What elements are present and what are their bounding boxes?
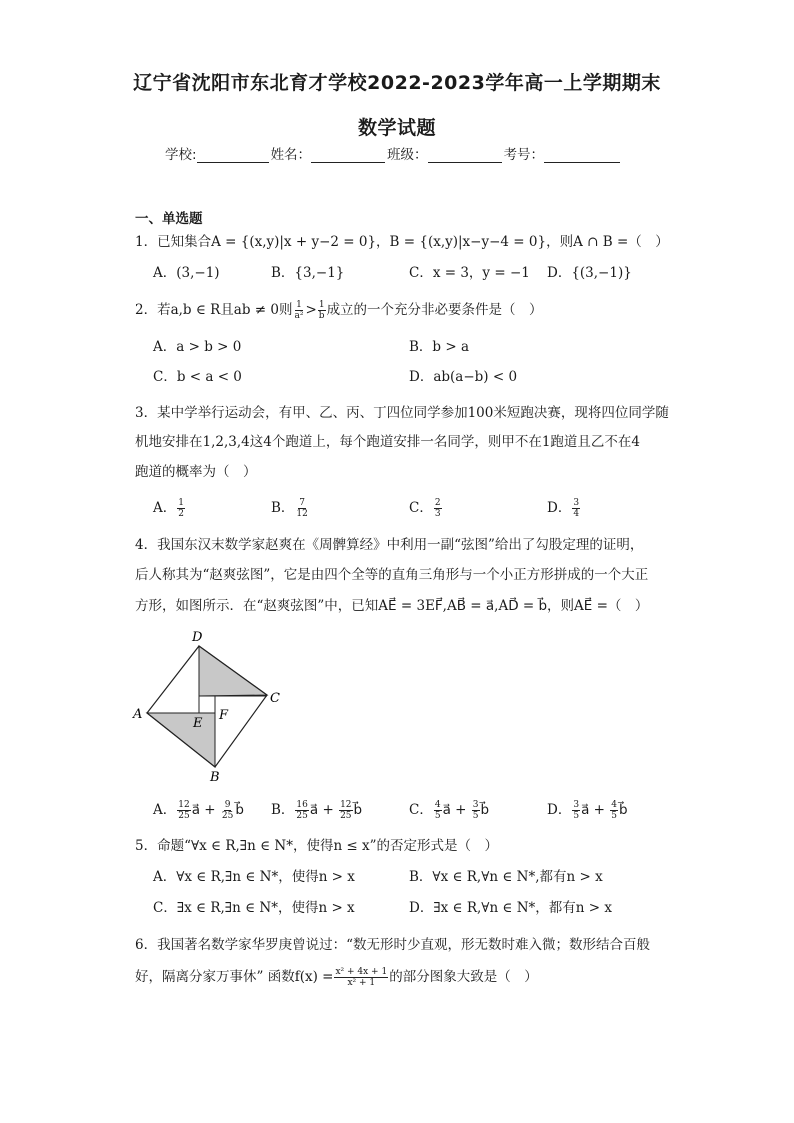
q4-line-2: 后人称其为“赵爽弦图”，它是由四个全等的直角三角形与一个小正方形拼成的一个大正 [135, 567, 649, 583]
q4-c-frac2 [472, 800, 480, 821]
q4-a-v1: a⃗ [191, 802, 200, 818]
q4-a-frac1 [177, 800, 190, 821]
q4-b-n1: 16 [296, 800, 308, 810]
q3-c-den: 3 [434, 509, 441, 519]
label-f: F [219, 708, 229, 723]
q6-line-2 [135, 967, 538, 988]
q3-line-3: 跑道的概率为（ ） [135, 464, 257, 480]
q6-line-1: 6．我国著名数学家华罗庚曾说过：“数无形时少直观，形无数时难入微；数形结合百般 [135, 937, 650, 953]
q5-option-d[interactable]: D．∃x ∈ R,∀n ∈ N*，都有n > x [409, 900, 612, 916]
q4-a-n1: 12 [178, 800, 190, 810]
q1-option-d[interactable]: D．{(3,−1)} [547, 265, 632, 281]
q5-stem: 5．命题“∀x ∈ R,∃n ∈ N*，使得n ≤ x”的否定形式是（ ） [135, 838, 499, 854]
q3-option-b-frac [295, 498, 308, 519]
q4-d-n1: 3 [573, 800, 580, 810]
q3-a-den: 2 [178, 509, 184, 519]
q3-option-c-label: C． [409, 500, 433, 516]
q4-c-v2: b⃗ [480, 802, 490, 818]
q4-c-d2: 5 [472, 811, 479, 821]
q3-option-c-frac [434, 498, 442, 519]
q2-fraction-2 [318, 300, 326, 321]
q4-b-op: + [322, 802, 334, 818]
q3-option-d-frac [572, 498, 580, 519]
q2-option-b[interactable]: B．b > a [409, 339, 470, 355]
title-line-2: 数学试题 [357, 117, 436, 139]
q1-option-c[interactable]: C．x = 3，y = −1 [409, 265, 530, 281]
q4-c-frac1 [434, 800, 442, 821]
q2-option-a[interactable]: A．a > b > 0 [153, 339, 242, 355]
q4-a-v2: b⃗ [235, 802, 244, 818]
label-e: E [193, 716, 203, 731]
q4-d-v1: a⃗ [581, 802, 590, 818]
q2-option-d[interactable]: D．ab(a−b) < 0 [409, 369, 518, 385]
exam-number-blank[interactable] [544, 148, 620, 163]
student-info-row [165, 143, 622, 163]
q3-c-num: 2 [434, 498, 441, 508]
q3-d-den: 4 [573, 509, 580, 519]
q2-frac2-den: b [318, 311, 325, 321]
q2-prefix: 2．若a,b ∈ R且ab ≠ 0则 [135, 302, 293, 318]
q2-frac2-num: 1 [318, 300, 325, 310]
q3-b-num: 7 [299, 498, 306, 508]
q6-fraction [334, 967, 388, 988]
q3-option-d-label: D． [547, 500, 572, 516]
q1-stem: 1．已知集合A = {(x,y)|x + y−2 = 0}，B = {(x,y)|x−y−4 = 0}，则A ∩ B =（ ） [135, 234, 669, 250]
q2-fraction-1 [294, 300, 305, 321]
q3-option-d[interactable] [547, 498, 581, 519]
label-b: B [210, 770, 220, 785]
q2-option-c[interactable]: C．b < a < 0 [153, 369, 242, 385]
q6-frac-den: x² + 1 [347, 978, 376, 988]
q4-b-v2: b⃗ [353, 802, 363, 818]
q5-option-b[interactable]: B．∀x ∈ R,∀n ∈ N*,都有n > x [409, 869, 603, 885]
q4-a-n2: 9 [224, 800, 231, 810]
q4-option-c[interactable] [409, 800, 489, 821]
q6-frac-num: x² + 4x + 1 [335, 967, 388, 977]
q4-b-frac2 [339, 800, 352, 821]
q4-c-v1: a⃗ [442, 802, 451, 818]
name-label: 姓名： [270, 147, 312, 163]
q4-c-d1: 5 [434, 811, 441, 821]
q2-frac1-num: 1 [296, 300, 302, 310]
name-blank[interactable] [311, 148, 385, 163]
q1-option-b[interactable]: B．{3,−1} [271, 265, 345, 281]
q4-a-op: + [204, 802, 216, 818]
q4-a-d1: 25 [178, 811, 190, 821]
q4-a-label: A． [153, 802, 177, 818]
q2-suffix: 成立的一个充分非必要条件是（ ） [326, 302, 543, 318]
label-d: D [192, 630, 203, 645]
q4-b-n2: 12 [340, 800, 352, 810]
q4-d-frac1 [572, 800, 580, 821]
q4-b-label: B． [271, 802, 295, 818]
class-label: 班级： [387, 147, 428, 163]
q4-b-d1: 25 [296, 811, 308, 821]
q4-b-v1: a⃗ [309, 802, 319, 818]
q3-line-1: 3．某中学举行运动会，有甲、乙、丙、丁四位同学参加100米短跑决赛，现将四位同学随 [135, 405, 669, 421]
q3-d-num: 3 [573, 498, 580, 508]
q3-line-2: 机地安排在1,2,3,4这4个跑道上，每个跑道安排一名同学，则甲不在1跑道且乙不在4 [135, 434, 640, 450]
section-heading: 一、单选题 [135, 211, 203, 227]
q2-stem [135, 300, 543, 321]
q3-option-a-label: A． [153, 500, 177, 516]
q1-option-a[interactable]: A．(3,−1) [153, 265, 220, 281]
q4-line-3: 方形，如图所示．在“赵爽弦图”中，已知AE⃗ = 3EF⃗,AB⃗ = a⃗,AD⃗ = b⃗，则AE⃗ =（ ） [135, 598, 649, 614]
q6-suffix: 的部分图象大致是（ ） [389, 969, 538, 985]
q4-option-d[interactable] [547, 800, 628, 821]
q3-option-b[interactable] [271, 498, 310, 519]
q3-b-den: 12 [296, 509, 308, 519]
q4-d-label: D． [547, 802, 572, 818]
q3-option-a-frac [177, 498, 185, 519]
q3-option-a[interactable] [153, 498, 186, 519]
q4-d-v2: b⃗ [618, 802, 628, 818]
q4-line-1: 4．我国东汉末数学家赵爽在《周髀算经》中利用一副“弦图”给出了勾股定理的证明， [135, 537, 644, 553]
q4-a-d2: 25 [221, 811, 234, 821]
q5-option-c[interactable]: C．∃x ∈ R,∃n ∈ N*，使得n > x [153, 900, 355, 916]
q4-c-label: C． [409, 802, 433, 818]
q6-prefix: 好，隔离分家万事休” 函数f(x) = [135, 969, 334, 985]
q4-option-a[interactable] [153, 800, 244, 821]
q4-d-n2: 4 [611, 800, 617, 810]
q4-c-n1: 4 [434, 800, 441, 810]
label-a: A [133, 707, 143, 722]
label-c: C [270, 691, 280, 706]
q4-d-d2: 5 [611, 811, 617, 821]
q4-c-op: + [455, 802, 467, 818]
q2-frac1-den: a² [294, 311, 304, 321]
q4-b-frac1 [295, 800, 308, 821]
school-blank[interactable] [197, 148, 269, 163]
q4-b-d2: 25 [340, 811, 352, 821]
q3-option-b-label: B． [271, 500, 295, 516]
exam-number-label: 考号： [503, 147, 545, 163]
q4-option-b[interactable] [271, 800, 362, 821]
class-blank[interactable] [428, 148, 502, 163]
q4-c-n2: 3 [472, 800, 479, 810]
q4-a-frac2 [221, 800, 234, 821]
q4-d-frac2 [610, 800, 618, 821]
q3-option-c[interactable] [409, 498, 443, 519]
q5-option-a[interactable]: A．∀x ∈ R,∃n ∈ N*，使得n > x [153, 869, 355, 885]
q3-a-num: 1 [178, 498, 184, 508]
q4-d-op: + [593, 802, 605, 818]
title-line-1: 辽宁省沈阳市东北育才学校2022-2023学年高一上学期期末 [133, 72, 661, 94]
q4-d-d1: 5 [573, 811, 580, 821]
school-label: 学校: [165, 147, 197, 163]
q2-gt: > [305, 302, 317, 318]
zhao-shuang-figure [128, 624, 293, 786]
